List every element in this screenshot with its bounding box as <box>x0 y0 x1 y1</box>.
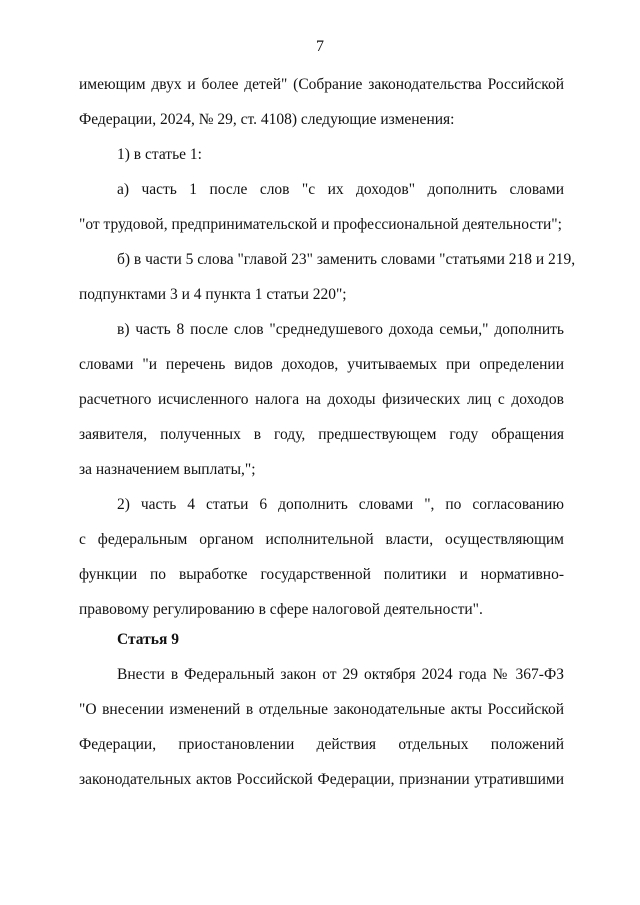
text-line: Федерации, приостановлении действия отдельных положений <box>79 736 564 753</box>
text-line: подпунктами 3 и 4 пункта 1 статьи 220"; <box>79 286 347 303</box>
text-line: с федеральным органом исполнительной власти, осуществляющим <box>79 531 564 548</box>
text-line: функции по выработке государственной политики и нормативно- <box>79 566 564 583</box>
text-line: Федерации, 2024, № 29, ст. 4108) следующие изменения: <box>79 111 455 128</box>
page-number: 7 <box>316 38 324 55</box>
article-heading: Статья 9 <box>117 631 179 648</box>
text-line: имеющим двух и более детей" (Собрание законодательства Российской <box>79 76 564 93</box>
text-line: правовому регулированию в сфере налоговой деятельности". <box>79 601 483 618</box>
text-line: б) в части 5 слова "главой 23" заменить словами "статьями 218 и 219, <box>117 251 576 268</box>
text-line: Внести в Федеральный закон от 29 октября 2024 года № 367-ФЗ <box>117 666 564 683</box>
text-line: законодательных актов Российской Федерации, признании утратившими <box>79 771 564 788</box>
text-line: "О внесении изменений в отдельные законодательные акты Российской <box>79 701 564 718</box>
text-line: в) часть 8 после слов "среднедушевого дохода семьи," дополнить <box>117 321 564 338</box>
text-line: а) часть 1 после слов "с их доходов" дополнить словами <box>117 181 564 198</box>
text-line: за назначением выплаты,"; <box>79 461 256 478</box>
text-line: словами "и перечень видов доходов, учитываемых при определении <box>79 356 564 373</box>
text-line: 2) часть 4 статьи 6 дополнить словами ", по согласованию <box>117 496 564 513</box>
text-line: 1) в статье 1: <box>117 146 202 163</box>
text-line: расчетного исчисленного налога на доходы физических лиц с доходов <box>79 391 564 408</box>
text-line: заявителя, полученных в году, предшествующем году обращения <box>79 426 564 443</box>
text-line: "от трудовой, предпринимательской и профессиональной деятельности"; <box>79 216 562 233</box>
